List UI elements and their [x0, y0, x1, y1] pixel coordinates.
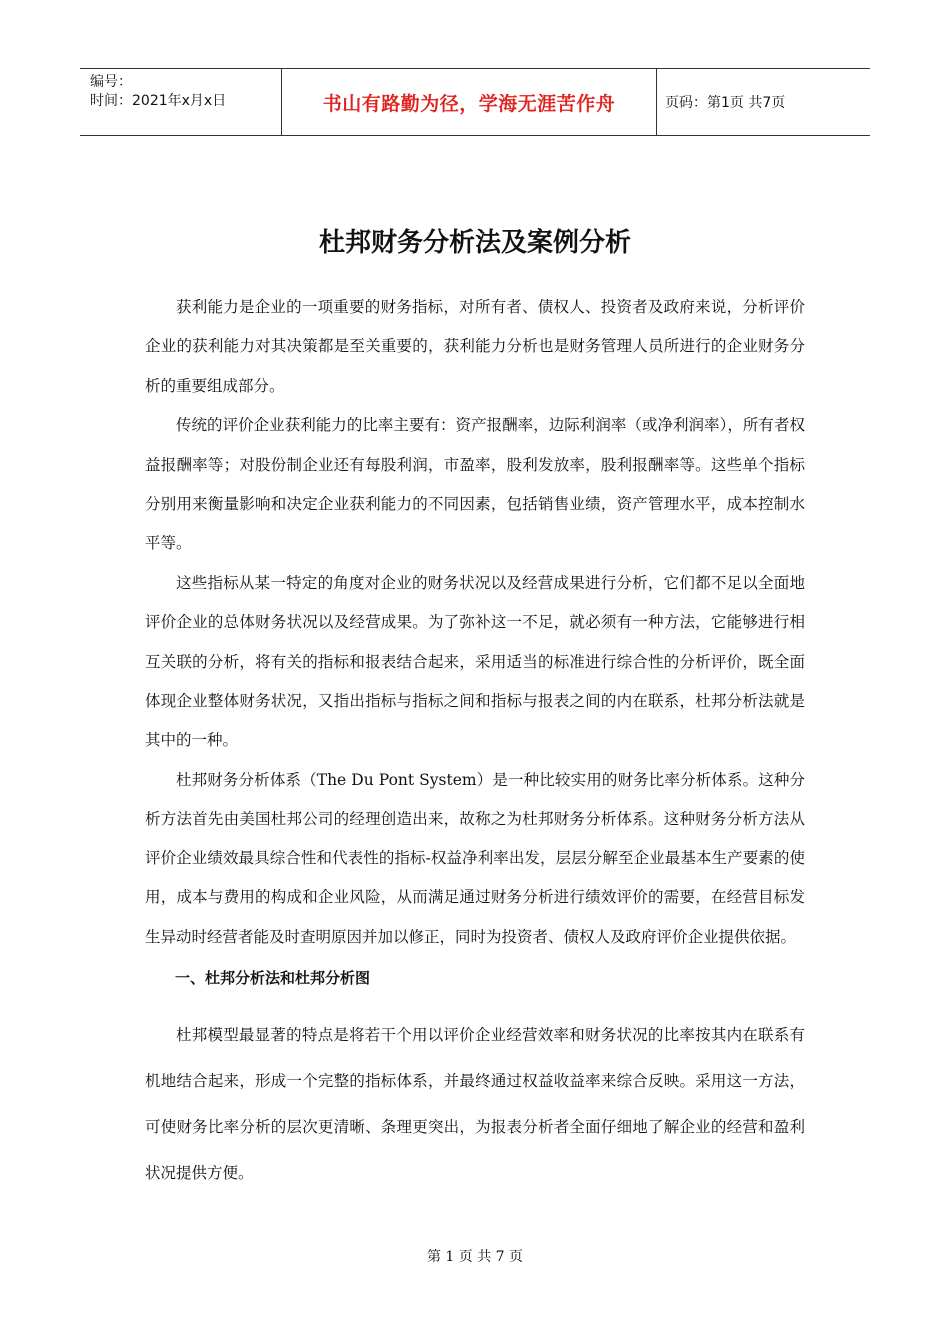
- header-motto: 书山有路勤为径，学海无涯苦作舟: [322, 92, 616, 115]
- document-title: 杜邦财务分析法及案例分析: [318, 228, 631, 258]
- header-page-cell: [657, 69, 870, 135]
- time-label: 时间：2021年x月x日: [90, 93, 227, 109]
- paragraph: 这些指标从某一特定的角度对企业的财务状况以及经营成果进行分析，它们都不足以全面地评价企业的总体财务状况以及经营成果。为了弥补这一不足，就必须有一种方法，它能够进行相互关联的分析，将有关的指标和报表结合起来，采用适当的标准进行综合性的分析评价，既全面体现企业整体财务状况，又指出指标与指标之间和指标与报表之间的内在联系，杜邦分析法就是其中的一种。: [145, 573, 805, 750]
- header-table: [80, 68, 870, 136]
- section-heading: 一、杜邦分析法和杜邦分析图: [175, 968, 371, 987]
- page-footer: 第 1 页 共 7 页: [426, 1249, 524, 1265]
- paragraph: 传统的评价企业获利能力的比率主要有：资产报酬率，边际利润率（或净利润率），所有者权益报酬率等；对股份制企业还有每股利润，市盈率，股利发放率，股利报酬率等。这些单个指标分别用来衡量影响和决定企业获利能力的不同因素，包括销售业绩，资产管理水平，成本控制水平等。: [145, 416, 805, 553]
- paragraph: 获利能力是企业的一项重要的财务指标，对所有者、债权人、投资者及政府来说，分析评价企业的获利能力对其决策都是至关重要的，获利能力分析也是财务管理人员所进行的企业财务分析的重要组成部分。: [145, 298, 805, 395]
- header-motto-cell: [282, 69, 657, 135]
- paragraph: 杜邦模型最显著的特点是将若干个用以评价企业经营效率和财务状况的比率按其内在联系有机地结合起来，形成一个完整的指标体系，并最终通过权益收益率来综合反映。采用这一方法，可使财务比率分析的层次更清晰、条理更突出，为报表分析者全面仔细地了解企业的经营和盈利状况提供方便。: [145, 1025, 805, 1182]
- page-info: 页码：第1页 共7页: [665, 95, 786, 111]
- header-meta-cell: [80, 69, 282, 135]
- paragraph: 杜邦财务分析体系（The Du Pont System）是一种比较实用的财务比率分析体系。这种分析方法首先由美国杜邦公司的经理创造出来，故称之为杜邦财务分析体系。这种财务分析方法从评价企业绩效最具综合性和代表性的指标-权益净利率出发，层层分解至企业最基本生产要素的使用，成本与费用的构成和企业风险，从而满足通过财务分析进行绩效评价的需要，在经营目标发生异动时经营者能及时查明原因并加以修正，同时为投资者、债权人及政府评价企业提供依据。: [145, 770, 805, 946]
- serial-number-label: 编号：: [90, 74, 132, 90]
- document-body: [145, 288, 805, 1196]
